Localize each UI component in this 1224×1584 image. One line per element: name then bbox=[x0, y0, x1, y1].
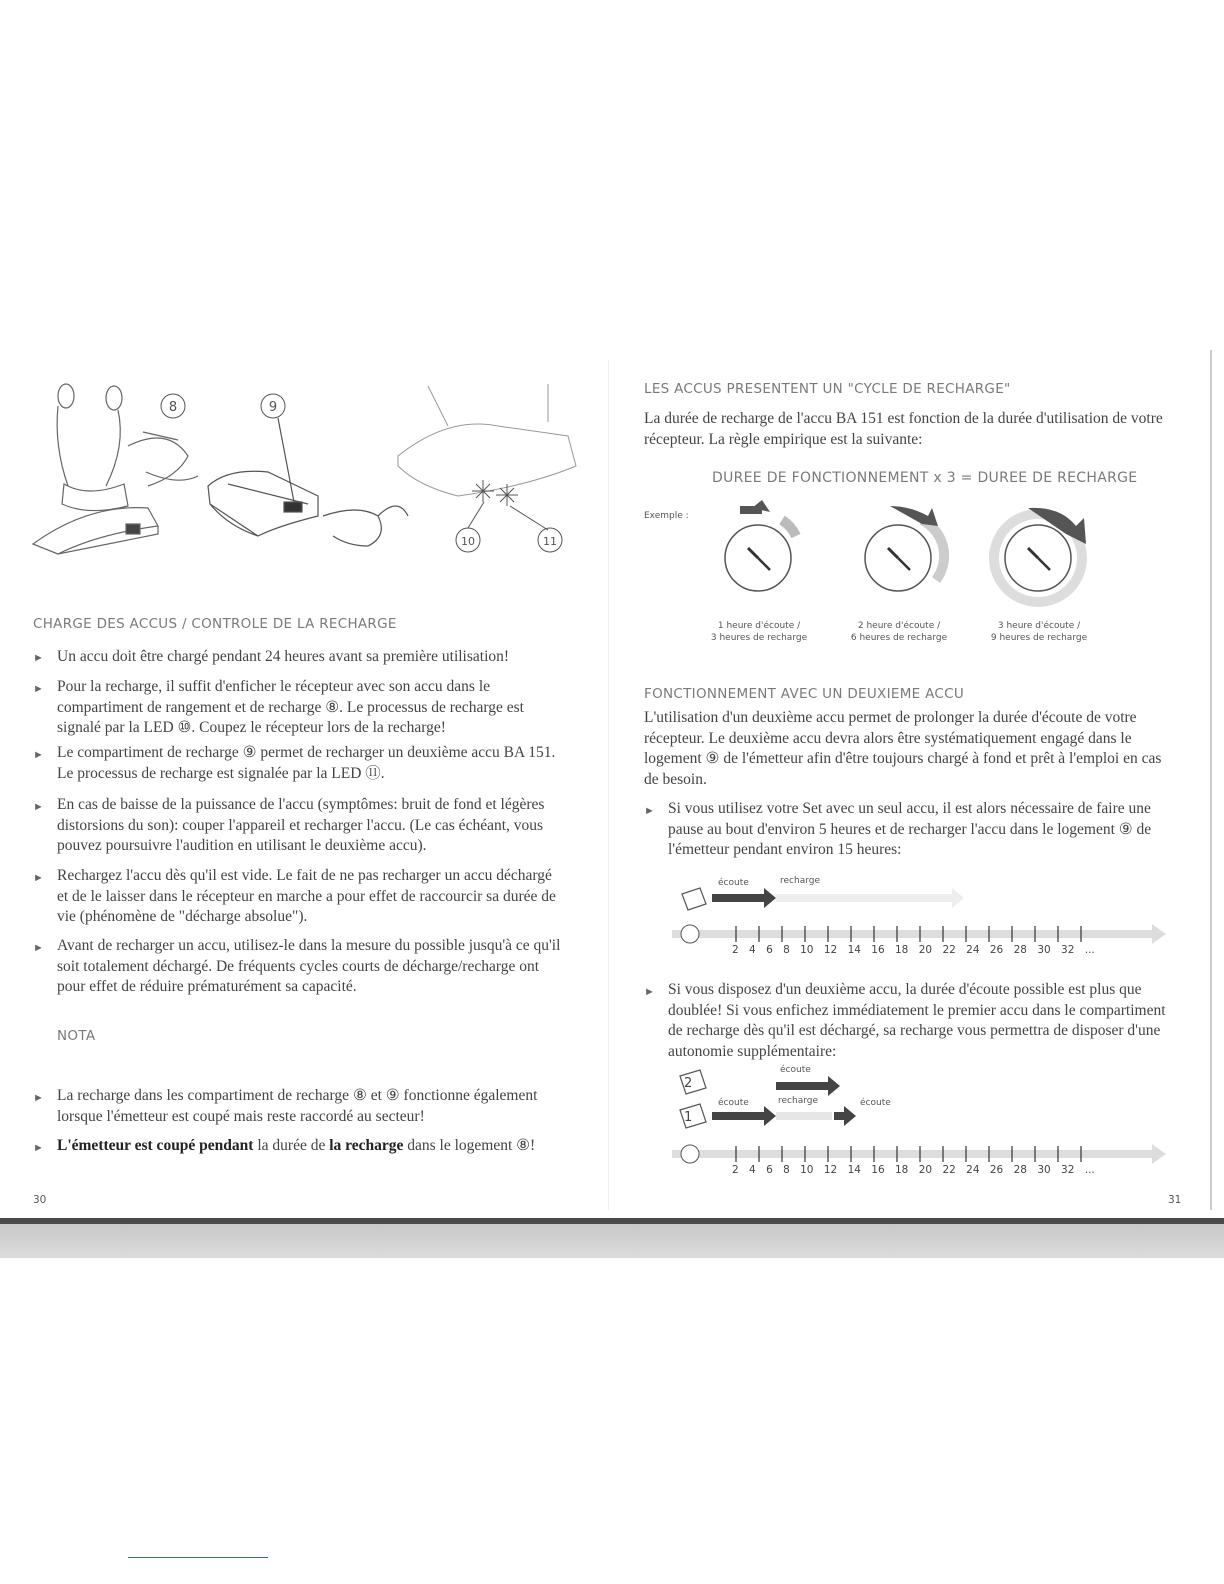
tick: 32 bbox=[1061, 1164, 1075, 1176]
tick: 18 bbox=[895, 944, 909, 956]
heading-cycle: LES ACCUS PRESENTENT UN "CYCLE DE RECHARGE" bbox=[644, 381, 1011, 397]
timeline1-ticks bbox=[732, 944, 1132, 956]
bullet-marker: ► bbox=[33, 749, 44, 761]
page-number-right: 31 bbox=[1168, 1194, 1182, 1206]
clock-1-line1: 1 heure d'écoute / bbox=[717, 621, 801, 631]
nota-bullet-2 bbox=[57, 1136, 577, 1157]
timeline2-label-ecoute: écoute bbox=[718, 1098, 749, 1108]
heading-second: FONCTIONNEMENT AVEC UN DEUXIEME ACCU bbox=[644, 686, 965, 702]
tick: 28 bbox=[1013, 1164, 1027, 1176]
nota-bold-2: la recharge bbox=[329, 1137, 404, 1154]
timeline2-label-ecoute-2: écoute bbox=[860, 1098, 891, 1108]
heading-charge: CHARGE DES ACCUS / CONTROLE DE LA RECHARGE bbox=[33, 616, 397, 632]
bullet-single: Si vous utilisez votre Set avec un seul accu, il est alors nécessaire de faire une pause au bout d'environ 5 heures et de recharger l'accu dans le logement ⑨ de l'émetteur pendant environ 15 heures: bbox=[668, 800, 1152, 858]
time-axis bbox=[672, 924, 1166, 944]
tick: 24 bbox=[966, 1164, 980, 1176]
bullet-marker: ► bbox=[644, 986, 655, 998]
clock-2 bbox=[865, 506, 944, 591]
battery-icon bbox=[682, 888, 706, 910]
tick: 14 bbox=[847, 1164, 861, 1176]
bullet-marker: ► bbox=[33, 1142, 44, 1154]
tick: 22 bbox=[942, 944, 956, 956]
tick: 4 bbox=[749, 1164, 756, 1176]
tick: 22 bbox=[942, 1164, 956, 1176]
bullet-marker: ► bbox=[644, 805, 655, 817]
timeline2-label-top: écoute bbox=[780, 1065, 811, 1075]
nota-bullet-1: La recharge dans les compartiment de recharge ⑧ et ⑨ fonctionne également lorsque l'émetteur est coupé mais reste raccordé au secteur! bbox=[57, 1087, 538, 1125]
tick: ... bbox=[1084, 944, 1095, 956]
arrow-ecoute bbox=[712, 888, 776, 908]
callout-9: 9 bbox=[268, 400, 278, 415]
clocks-diagram bbox=[700, 500, 1120, 610]
heading-nota: NOTA bbox=[57, 1028, 96, 1044]
timeline1-label-recharge: recharge bbox=[780, 876, 820, 886]
bullet-6: Avant de recharger un accu, utilisez-le dans la mesure du possible jusqu'à ce qu'il soit totalement déchargé. De fréquents cycles courts de décharge/recharge ont pour effet de réduire prématurément sa capacité. bbox=[57, 937, 561, 995]
example-label: Exemple : bbox=[644, 511, 689, 521]
formula: DUREE DE FONCTIONNEMENT x 3 = DUREE DE RECHARGE bbox=[712, 470, 1138, 486]
charger-illustration bbox=[28, 376, 588, 576]
tick: 2 bbox=[732, 1164, 739, 1176]
tick: 10 bbox=[800, 944, 814, 956]
tick: 14 bbox=[847, 944, 861, 956]
tick: 8 bbox=[783, 1164, 790, 1176]
clock-2-line2: 6 heures de recharge bbox=[850, 633, 948, 643]
clock-2-line1: 2 heure d'écoute / bbox=[857, 621, 941, 631]
tick: 6 bbox=[766, 1164, 773, 1176]
bullet-3: Le compartiment de recharge ⑨ permet de recharger un deuxième accu BA 151. Le processus de recharge est signalée par la LED ⑪. bbox=[57, 744, 556, 782]
battery-2-label: 2 bbox=[684, 1076, 693, 1091]
tick: 20 bbox=[918, 944, 933, 956]
bullet-marker: ► bbox=[33, 942, 44, 954]
tick: 26 bbox=[989, 944, 1004, 956]
tick: 16 bbox=[871, 944, 885, 956]
bullet-marker: ► bbox=[33, 1092, 44, 1104]
battery-1-label: 1 bbox=[684, 1110, 693, 1125]
arrow-ecoute-2 bbox=[834, 1106, 856, 1126]
bullet-marker: ► bbox=[33, 683, 44, 695]
bullet-marker: ► bbox=[33, 872, 44, 884]
page-edge bbox=[1210, 350, 1212, 1210]
scan-shadow bbox=[0, 1224, 1224, 1258]
callout-11: 11 bbox=[543, 535, 557, 548]
second-intro: L'utilisation d'un deuxième accu permet de prolonger la durée d'écoute de votre récepteur. Le deuxième accu devra alors être systématiquement engagé dans le logement ⑨ de l'émetteur afin d'être toujours chargé à fond et prêt à l'emploi en cas de besoin. bbox=[644, 709, 1162, 788]
tick: 8 bbox=[783, 944, 790, 956]
arrow-recharge bbox=[776, 888, 964, 908]
nota-end: dans le logement ⑧! bbox=[403, 1137, 536, 1154]
clock-1 bbox=[725, 500, 796, 591]
tick: 10 bbox=[800, 1164, 814, 1176]
bullet-marker: ► bbox=[33, 801, 44, 813]
footnote-rule bbox=[128, 1557, 268, 1558]
timeline1-label-ecoute: écoute bbox=[718, 878, 749, 888]
clock-3-line1: 3 heure d'écoute / bbox=[997, 621, 1081, 631]
clock-2-caption bbox=[834, 620, 964, 644]
receiver-arm-right bbox=[106, 410, 120, 486]
tick: 2 bbox=[732, 944, 739, 956]
tick: 18 bbox=[895, 1164, 909, 1176]
tick: 20 bbox=[918, 1164, 933, 1176]
callout-8: 8 bbox=[168, 400, 178, 415]
clock-3 bbox=[994, 508, 1086, 602]
timeline-1 bbox=[672, 884, 1172, 944]
tick: 30 bbox=[1037, 1164, 1051, 1176]
bullet-2: Pour la recharge, il suffit d'enficher le récepteur avec son accu dans le compartiment de rangement et de recharge ⑧. Le processus de recharge est signalé par la LED ⑩. Coupez le récepteur lors de la recharge! bbox=[57, 678, 524, 736]
timeline-2 bbox=[672, 1068, 1172, 1168]
intro-text: La durée de recharge de l'accu BA 151 est fonction de la durée d'utilisation de votre récepteur. La règle empirique est la suivante: bbox=[644, 410, 1163, 448]
bullet-1: Un accu doit être chargé pendant 24 heures avant sa première utilisation! bbox=[57, 648, 510, 665]
nota-mid: la durée de bbox=[253, 1137, 330, 1154]
callout-10: 10 bbox=[461, 535, 475, 548]
page-number-left: 30 bbox=[33, 1194, 47, 1206]
clock-icon bbox=[681, 1145, 699, 1163]
arrow-recharge bbox=[776, 1112, 832, 1120]
timeline2-label-recharge: recharge bbox=[778, 1096, 818, 1106]
timeline2-ticks bbox=[732, 1164, 1132, 1176]
nota-bold-1: L'émetteur est coupé pendant bbox=[57, 1137, 254, 1154]
clock-1-caption bbox=[694, 620, 824, 644]
tick: 16 bbox=[871, 1164, 885, 1176]
clock-1-line2: 3 heures de recharge bbox=[710, 633, 808, 643]
clock-3-caption bbox=[974, 620, 1104, 644]
receiver-arm-left bbox=[57, 406, 68, 486]
bullet-double: Si vous disposez d'un deuxième accu, la durée d'écoute possible est plus que doublée! Si vous enfichez immédiatement le premier accu dans le compartiment de recharge dès qu'il est déchargé, sa recharge vous permettra de disposer d'une autonomie supplémentaire: bbox=[668, 981, 1166, 1060]
bullet-marker: ► bbox=[33, 652, 44, 664]
tick: 26 bbox=[989, 1164, 1004, 1176]
tick: 28 bbox=[1013, 944, 1027, 956]
tick: 12 bbox=[823, 944, 838, 956]
clock-icon bbox=[681, 925, 699, 943]
clock-3-line2: 9 heures de recharge bbox=[990, 633, 1088, 643]
arrow-ecoute-top bbox=[776, 1076, 840, 1096]
tick: 6 bbox=[766, 944, 773, 956]
tick: ... bbox=[1084, 1164, 1095, 1176]
bullet-4: En cas de baisse de la puissance de l'accu (symptômes: bruit de fond et légères distorsions du son): couper l'appareil et recharger l'accu. (Le cas échéant, vous pouvez poursuivre l'audition en utilisant le deuxième accu). bbox=[57, 796, 545, 854]
arrow-ecoute bbox=[712, 1106, 776, 1126]
tick: 12 bbox=[823, 1164, 838, 1176]
tick: 24 bbox=[966, 944, 980, 956]
tick: 32 bbox=[1061, 944, 1075, 956]
tick: 4 bbox=[749, 944, 756, 956]
bullet-5: Rechargez l'accu dès qu'il est vide. Le fait de ne pas recharger un accu déchargé et de le laisser dans le récepteur en marche a pour effet de raccourcir sa durée de vie (phénomène de "décharge absolue"). bbox=[57, 867, 556, 925]
time-axis bbox=[672, 1144, 1166, 1164]
page-gutter bbox=[608, 360, 609, 1210]
battery-icons bbox=[680, 1070, 706, 1128]
tick: 30 bbox=[1037, 944, 1051, 956]
